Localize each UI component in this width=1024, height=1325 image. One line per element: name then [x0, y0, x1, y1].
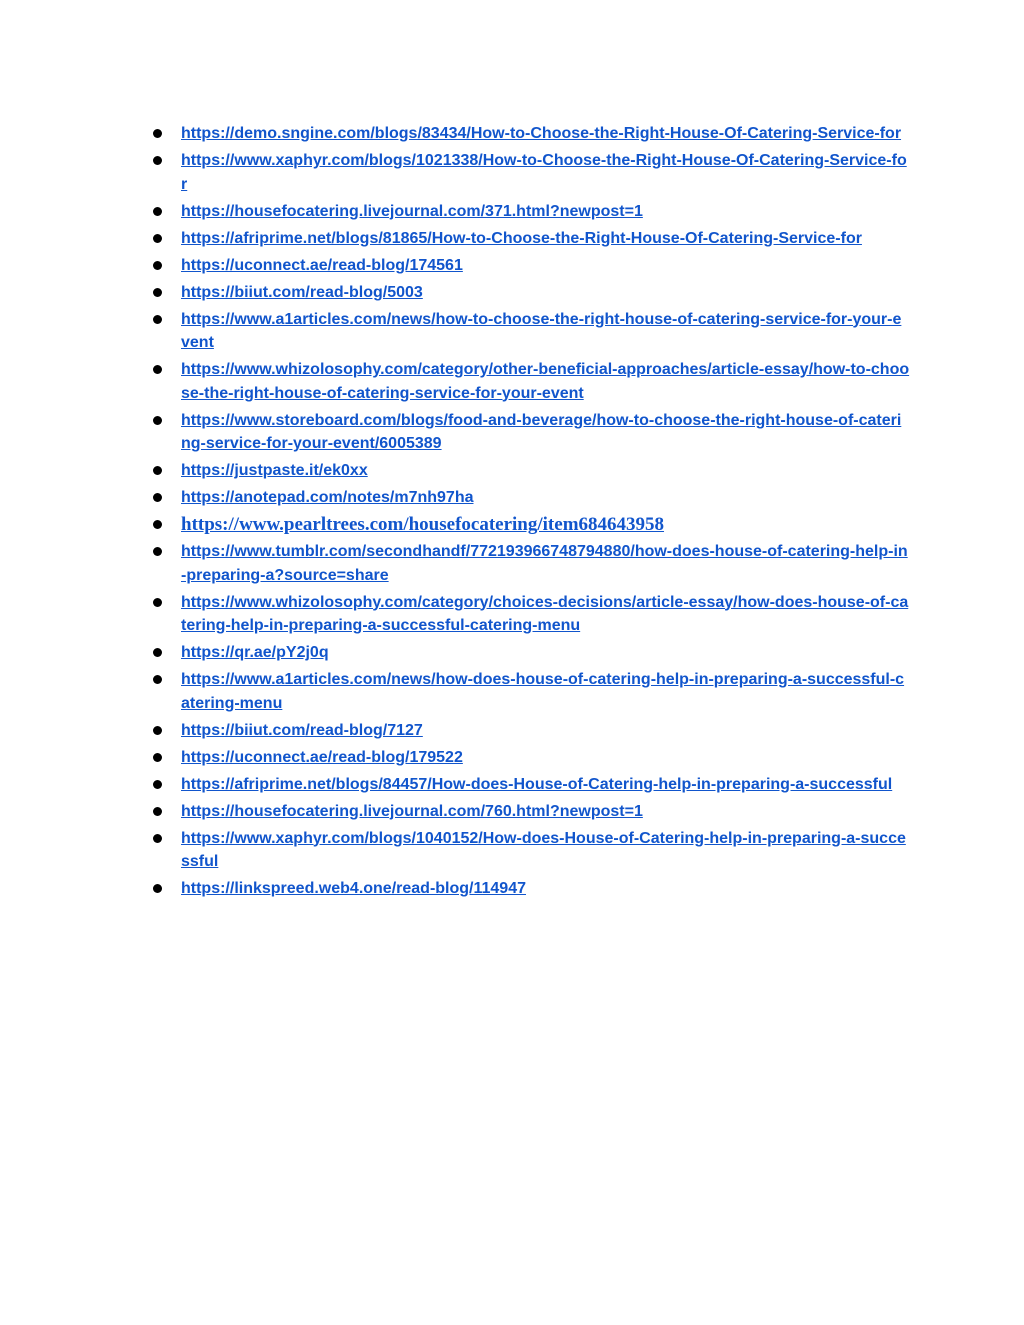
- link[interactable]: https://www.whizolosophy.com/category/choices-decisions/article-essay/how-does-house-of-catering-help-in-preparing-a-successful-catering-menu: [181, 593, 909, 634]
- bullet-icon: [153, 416, 162, 425]
- bullet-icon: [153, 288, 162, 297]
- link[interactable]: https://justpaste.it/ek0xx: [181, 462, 368, 479]
- list-item: [150, 308, 910, 355]
- bullet-icon: [153, 466, 162, 475]
- list-item: [150, 409, 910, 456]
- bullet-icon: [153, 520, 162, 529]
- list-item: [150, 513, 910, 537]
- link[interactable]: https://www.storeboard.com/blogs/food-and-beverage/how-to-choose-the-right-house-of-catering-service-for-your-event/6005389: [181, 411, 902, 452]
- list-item: [150, 773, 910, 797]
- link[interactable]: https://linkspreed.web4.one/read-blog/114947: [181, 880, 526, 897]
- bullet-icon: [153, 753, 162, 762]
- bullet-icon: [153, 780, 162, 789]
- list-item: [150, 149, 910, 196]
- bullet-icon: [153, 234, 162, 243]
- bullet-icon: [153, 365, 162, 374]
- link[interactable]: https://housefocatering.livejournal.com/760.html?newpost=1: [181, 802, 643, 820]
- bullet-icon: [153, 648, 162, 657]
- bullet-icon: [153, 493, 162, 502]
- bullet-icon: [153, 261, 162, 270]
- list-item: [150, 540, 910, 587]
- list-item: [150, 668, 910, 715]
- link-list: [150, 122, 910, 904]
- list-item: [150, 459, 910, 483]
- link[interactable]: https://afriprime.net/blogs/81865/How-to-Choose-the-Right-House-Of-Catering-Service-for: [181, 229, 862, 247]
- link[interactable]: https://qr.ae/pY2j0q: [181, 644, 329, 661]
- bullet-icon: [153, 315, 162, 324]
- bullet-icon: [153, 207, 162, 216]
- link[interactable]: https://www.xaphyr.com/blogs/1040152/How-does-House-of-Catering-help-in-preparing-a-successful: [181, 829, 906, 870]
- list-item: [150, 641, 910, 665]
- list-item: [150, 122, 910, 146]
- list-item: [150, 486, 910, 510]
- list-item: [150, 254, 910, 278]
- link[interactable]: https://anotepad.com/notes/m7nh97ha: [181, 489, 474, 506]
- list-item: [150, 719, 910, 743]
- link[interactable]: https://afriprime.net/blogs/84457/How-does-House-of-Catering-help-in-preparing-a-successful: [181, 775, 893, 793]
- link[interactable]: https://www.tumblr.com/secondhandf/772193966748794880/how-does-house-of-catering-help-in-preparing-a?source=share: [181, 543, 908, 584]
- link[interactable]: https://www.whizolosophy.com/category/other-beneficial-approaches/article-essay/how-to-choose-the-right-house-of-catering-service-for-your-event: [181, 361, 910, 402]
- bullet-icon: [153, 726, 162, 735]
- link[interactable]: https://uconnect.ae/read-blog/179522: [181, 748, 463, 766]
- link[interactable]: https://demo.sngine.com/blogs/83434/How-to-Choose-the-Right-House-Of-Catering-Service-for: [181, 125, 902, 142]
- link[interactable]: https://biiut.com/read-blog/5003: [181, 283, 423, 301]
- list-item: [150, 827, 910, 874]
- link[interactable]: https://housefocatering.livejournal.com/371.html?newpost=1: [181, 202, 643, 220]
- link[interactable]: https://www.a1articles.com/news/how-to-choose-the-right-house-of-catering-service-for-your-event: [181, 310, 902, 351]
- list-item: [150, 227, 910, 251]
- bullet-icon: [153, 129, 162, 138]
- list-item: [150, 877, 910, 901]
- bullet-icon: [153, 598, 162, 607]
- link[interactable]: https://www.pearltrees.com/housefocatering/item684643958: [181, 514, 665, 535]
- list-item: [150, 281, 910, 305]
- list-item: [150, 746, 910, 770]
- list-item: [150, 200, 910, 224]
- link[interactable]: https://biiut.com/read-blog/7127: [181, 721, 423, 739]
- bullet-icon: [153, 807, 162, 816]
- list-item: [150, 591, 910, 638]
- bullet-icon: [153, 547, 162, 556]
- list-item: [150, 800, 910, 824]
- bullet-icon: [153, 834, 162, 843]
- bullet-icon: [153, 884, 162, 893]
- link[interactable]: https://www.a1articles.com/news/how-does-house-of-catering-help-in-preparing-a-successful-catering-menu: [181, 671, 905, 712]
- link[interactable]: https://uconnect.ae/read-blog/174561: [181, 256, 463, 274]
- link[interactable]: https://www.xaphyr.com/blogs/1021338/How-to-Choose-the-Right-House-Of-Catering-Service-for: [181, 152, 907, 193]
- list-item: [150, 358, 910, 405]
- bullet-icon: [153, 675, 162, 684]
- bullet-icon: [153, 156, 162, 165]
